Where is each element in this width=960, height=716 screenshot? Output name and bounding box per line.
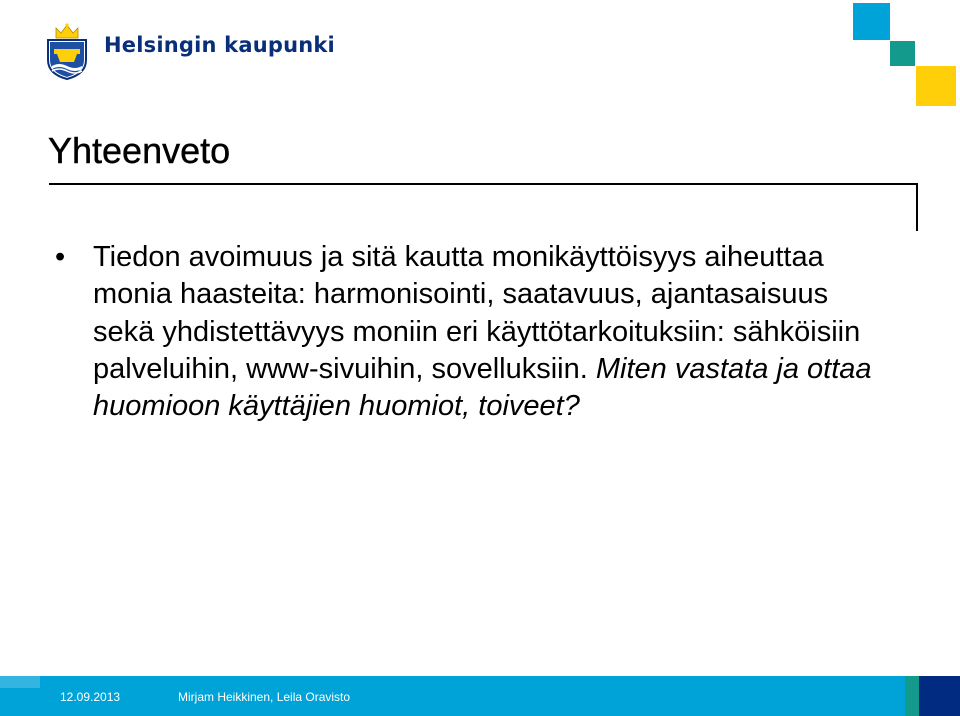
footer-bar bbox=[0, 676, 960, 716]
bullet-item bbox=[93, 239, 895, 425]
decorative-square-cyan bbox=[853, 3, 890, 40]
decorative-square-teal bbox=[890, 41, 915, 66]
footer-authors: Mirjam Heikkinen, Leila Oravisto bbox=[178, 690, 351, 704]
footer-decoration bbox=[0, 676, 960, 716]
brand-name: Helsingin kaupunki bbox=[104, 33, 335, 57]
title-divider-end bbox=[916, 183, 918, 231]
slide-body bbox=[55, 239, 895, 425]
bullet-statement: Tiedon avoimuus ja sitä kautta monikäyttöisyys aiheuttaa monia haasteita: harmonisointi, saatavuus, ajantasaisuus sekä yhdistettävyys moniin eri käyttötarkoituksiin: sähköisiin palveluihin, www-sivuihin, sovelluksiin. bbox=[93, 241, 861, 385]
title-divider bbox=[49, 183, 918, 185]
footer-date: 12.09.2013 bbox=[60, 690, 121, 704]
bullet-question: Miten vastata ja ottaa huomioon käyttäjien huomiot, toiveet? bbox=[93, 352, 872, 423]
helsinki-coat-of-arms-icon bbox=[44, 22, 90, 80]
slide-title: Yhteenveto bbox=[48, 130, 231, 171]
bullet-marker: • bbox=[55, 241, 66, 273]
decorative-square-yellow bbox=[916, 66, 956, 106]
